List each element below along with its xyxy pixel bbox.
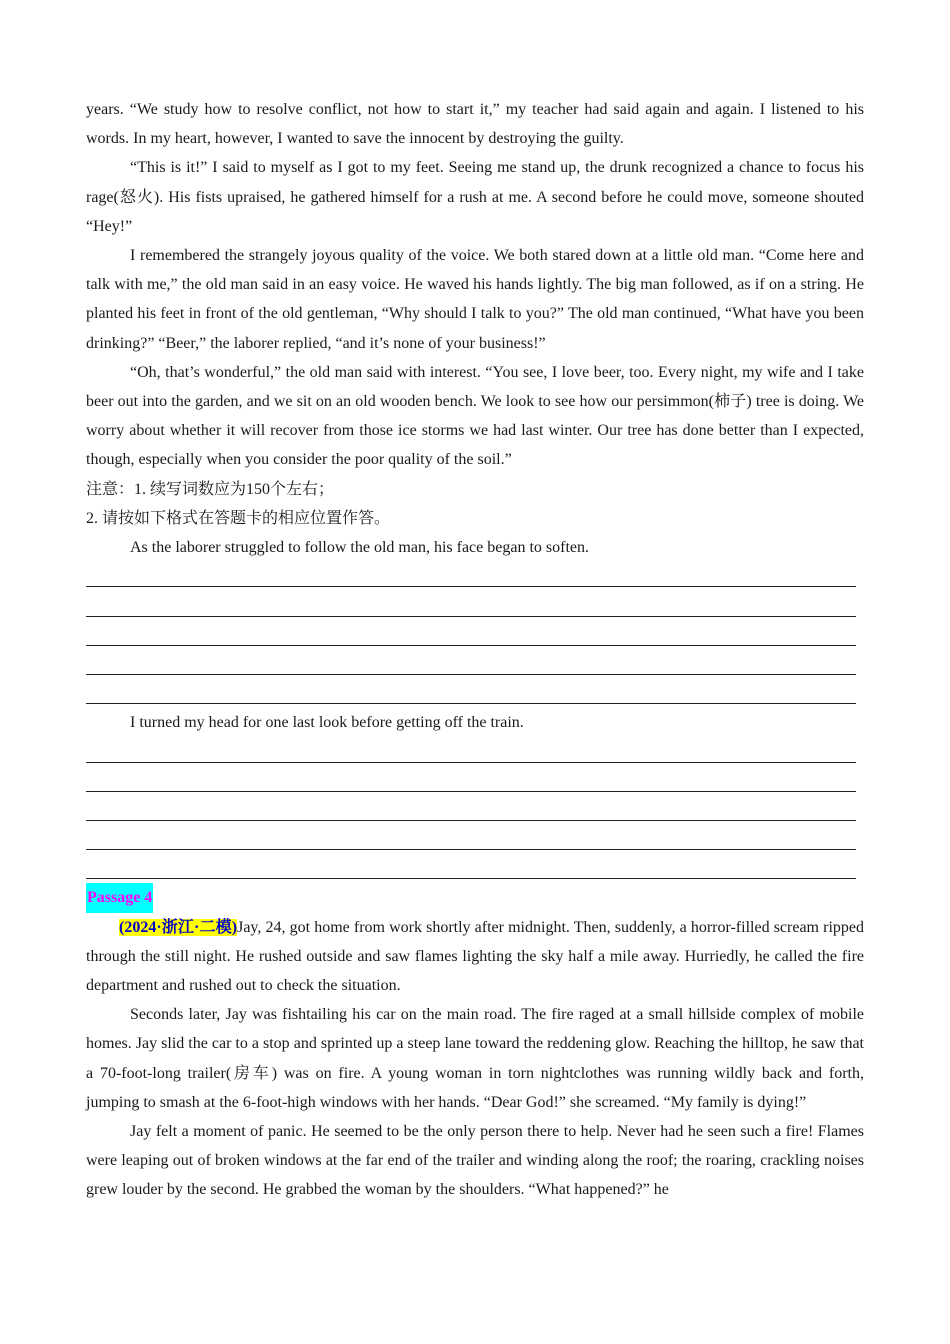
continuation-cue-2: I turned my head for one last look before getting off the train. xyxy=(130,714,524,732)
answer-lines-2 xyxy=(86,737,864,883)
paragraph: “Oh, that’s wonderful,” the old man said with interest. “You see, I love beer, too. Every night, my wife and I take beer out into the garden, and we sit on an old wooden bench. We look to see how our persimmon(柿子) tree is doing. We worry about whether it will recover from those ice storms we had last winter. Our tree has done better than I expected, though, especially when you consider the poor quality of the soil.” xyxy=(86,363,864,469)
continuation-cue-1: As the laborer struggled to follow the old man, his face began to soften. xyxy=(130,539,589,557)
answer-line xyxy=(86,621,864,650)
source-tag: (2024·浙江·二模) xyxy=(119,918,238,936)
answer-line xyxy=(86,650,864,679)
answer-line xyxy=(86,737,864,766)
paragraph: “This is it!” I said to myself as I got to my feet. Seeing me stand up, the drunk recognized a chance to focus his rage(怒火). His fists upraised, he gathered himself for a rush at me. A second before he could move, someone shouted “Hey!” xyxy=(86,159,864,235)
answer-line xyxy=(86,562,864,591)
answer-line xyxy=(86,679,864,708)
passage-label: Passage 4 xyxy=(86,883,153,912)
paragraph-text: Jay, 24, got home from work shortly after midnight. Then, suddenly, a horror-filled scream ripped through the still night. He rushed outside and saw flames lighting the sky half a mile away. Hurriedly, he called the fire department and rushed out to check the situation. xyxy=(86,918,864,994)
paragraph: years. “We study how to resolve conflict, not how to start it,” my teacher had said again and again. I listened to his words. In my heart, however, I wanted to save the innocent by destroying the guilty. xyxy=(86,101,864,148)
answer-line xyxy=(86,591,864,620)
paragraph xyxy=(86,913,864,1001)
paragraph: Jay felt a moment of panic. He seemed to be the only person there to help. Never had he seen such a fire! Flames were leaping out of broken windows at the far end of the trailer and winding along the roof; the roaring, crackling noises grew louder by the second. He grabbed the woman by the shoulders. “What happened?” he xyxy=(86,1122,864,1199)
paragraph: I remembered the strangely joyous quality of the voice. We both stared down at a little old man. “Come here and talk with me,” the old man said in an easy voice. He waved his hands lightly. The big man followed, as if on a string. He planted his feet in front of the old gentleman, “Why should I talk to you?” The old man continued, “What have you been drinking?” “Beer,” the laborer replied, “and it’s none of your business!” xyxy=(86,247,864,352)
answer-lines-1 xyxy=(86,562,864,708)
passage-heading xyxy=(86,883,864,912)
answer-line xyxy=(86,825,864,854)
answer-line xyxy=(86,767,864,796)
writing-note-1: 注意：1. 续写词数应为150个左右； xyxy=(86,480,335,498)
writing-note-2: 2. 请按如下格式在答题卡的相应位置作答。 xyxy=(86,509,391,527)
answer-line xyxy=(86,854,864,883)
answer-line xyxy=(86,796,864,825)
page-content xyxy=(86,95,864,1205)
paragraph: Seconds later, Jay was fishtailing his car on the main road. The fire raged at a small hillside complex of mobile homes. Jay slid the car to a stop and sprinted up a steep lane toward the reddening glow. Reaching the hilltop, he saw that a 70-foot-long trailer(房车) was on fire. A young woman in torn nightclothes was running wildly back and forth, jumping to smash at the 6-foot-high windows with her hands. “Dear God!” she screamed. “My family is dying!” xyxy=(86,1006,864,1111)
